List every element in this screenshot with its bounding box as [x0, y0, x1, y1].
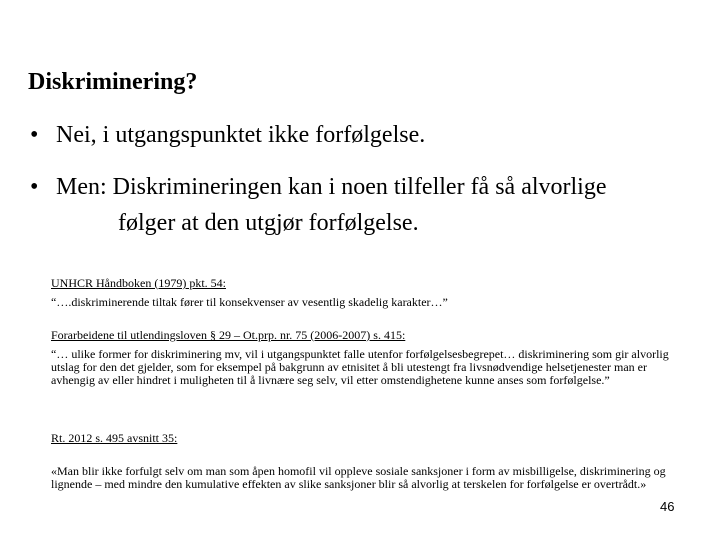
bullet-continuation: følger at den utgjør forfølgelse.	[118, 210, 419, 236]
source-reference-rettstidende: Rt. 2012 s. 495 avsnitt 35:	[51, 431, 178, 445]
source-quote-unhcr: “….diskriminerende tiltak fører til konsekvenser av vesentlig skadelig karakter…”	[51, 295, 448, 309]
slide-title: Diskriminering?	[28, 69, 198, 95]
page-number: 46	[660, 499, 675, 514]
source-quote-forarbeider: “… ulike former for diskriminering mv, vil i utgangspunktet falle utenfor forfølgelsesbegrepet… diskriminering som gir alvorlig utslag for den det gjelder, som for eksempel på bakgrunn av etnisitet å bli utestengt fra livsnødvendige helsetjenester man er avhengig av eller hindret i muligheten til å livnære seg selv, vil etter omstendighetene kunne anses som forfølgelse.”	[51, 347, 669, 387]
source-reference-unhcr: UNHCR Håndboken (1979) pkt. 54:	[51, 276, 226, 290]
bullet-item-1	[30, 120, 425, 150]
bullet-item-2	[30, 172, 607, 202]
source-reference-forarbeider: Forarbeidene til utlendingsloven § 29 – Ot.prp. nr. 75 (2006-2007) s. 415:	[51, 328, 406, 342]
bullet-icon: •	[30, 174, 39, 200]
source-quote-rettstidende: «Man blir ikke forfulgt selv om man som åpen homofil vil oppleve sosiale sanksjoner i form av misbilligelse, diskriminering og lignende – med mindre den kumulative effekten av slike sanksjoner blir så alvorlig at terskelen for forfølgelse er overtrådt.»	[51, 464, 666, 491]
bullet-text: Men: Diskrimineringen kan i noen tilfeller få så alvorlige	[56, 174, 607, 200]
bullet-icon: •	[30, 122, 39, 148]
bullet-text: Nei, i utgangspunktet ikke forfølgelse.	[56, 122, 426, 148]
